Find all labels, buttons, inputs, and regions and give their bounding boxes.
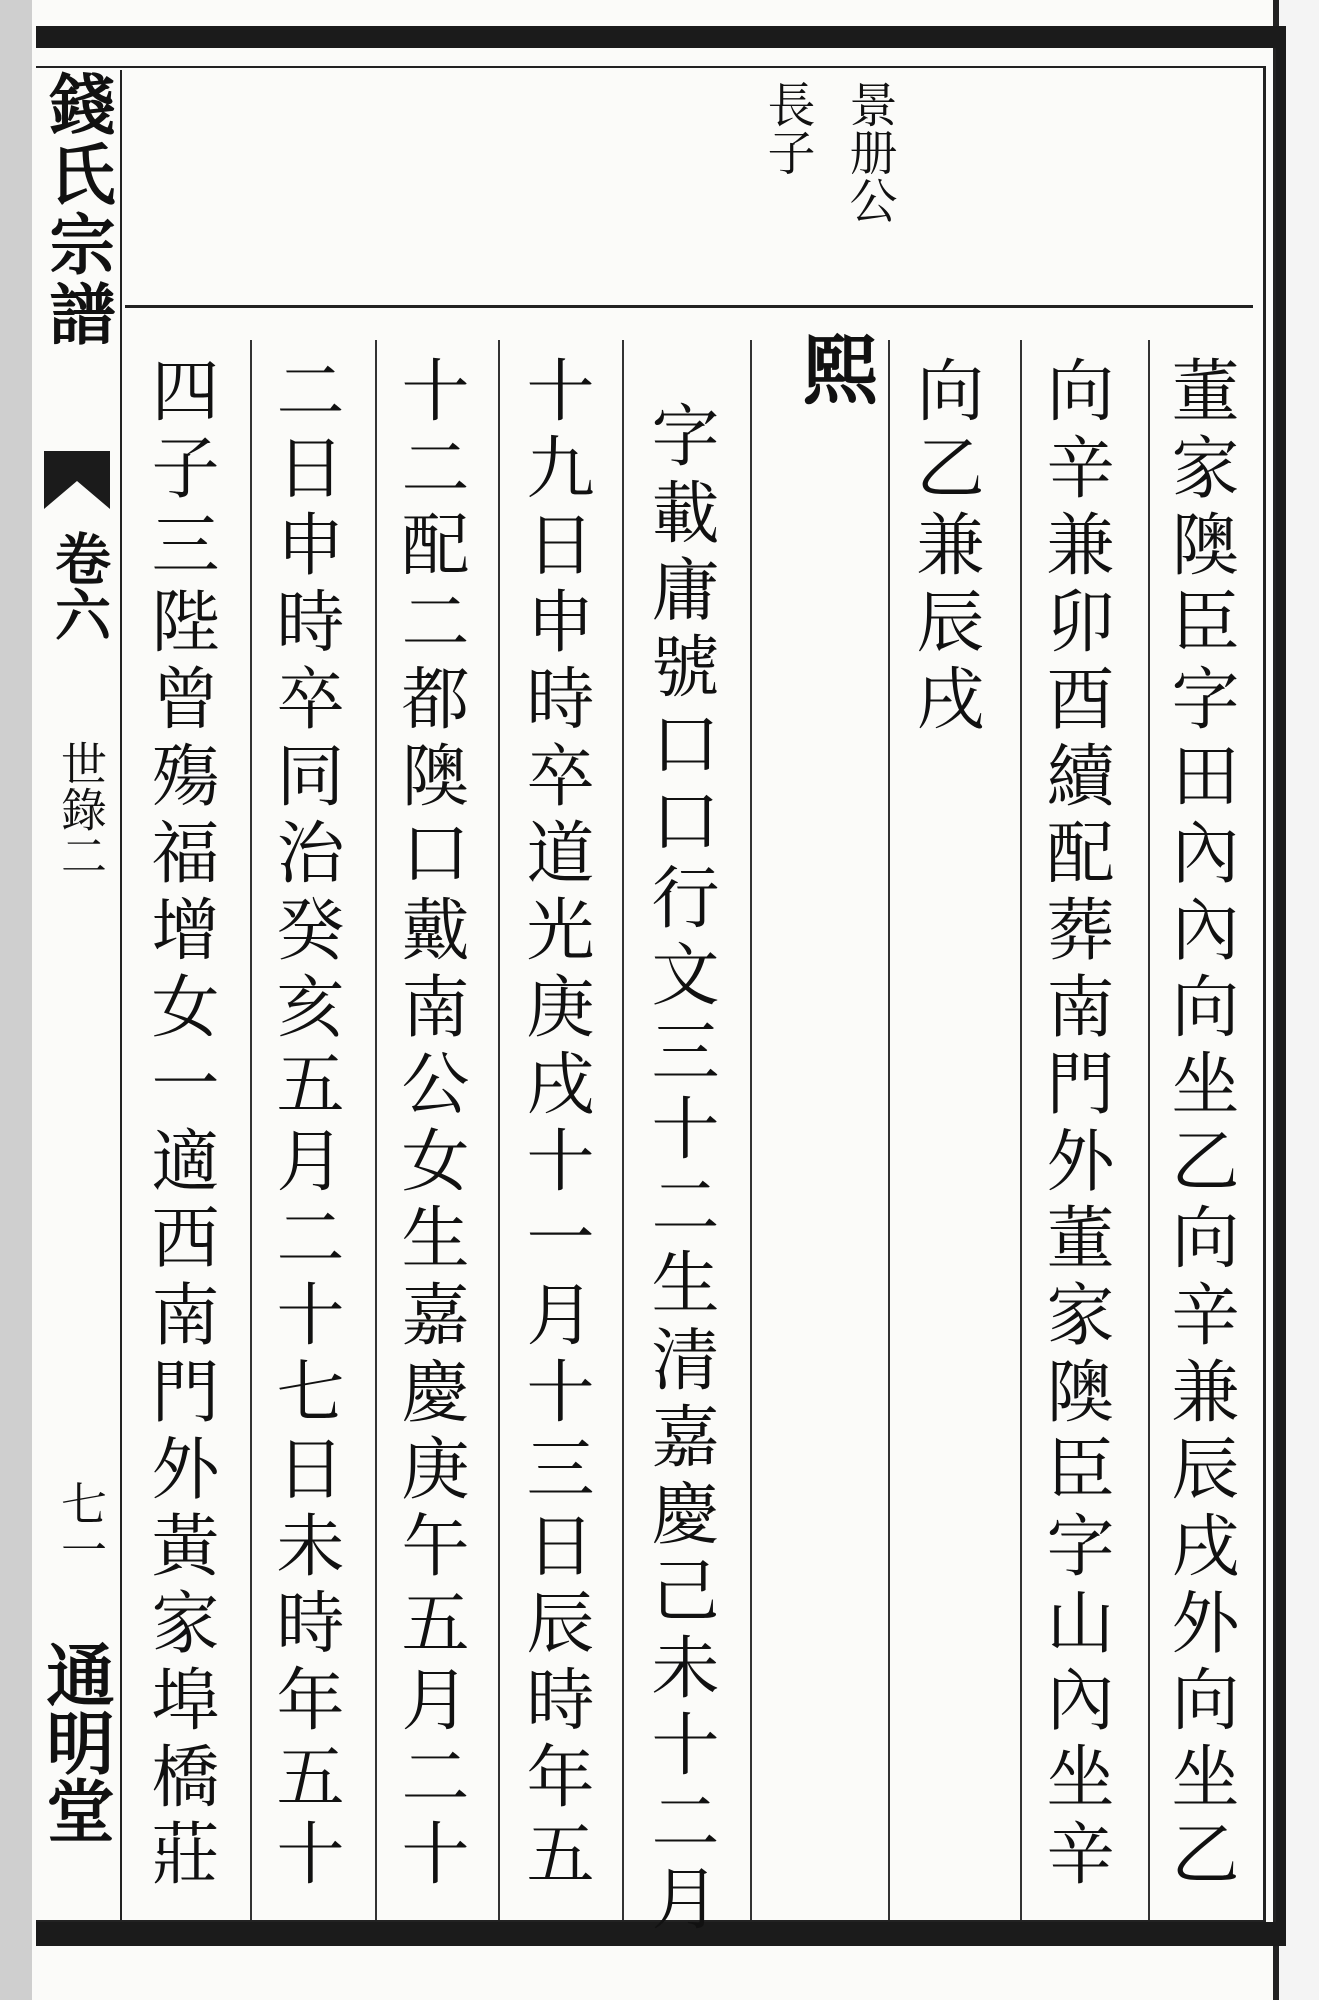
column-rule <box>498 340 500 1920</box>
column-rule <box>1148 340 1150 1920</box>
column-rule <box>888 340 890 1920</box>
column-rule <box>622 340 624 1920</box>
column-rule <box>1020 340 1022 1920</box>
column-rule <box>750 340 752 1920</box>
fish-tail-mark <box>40 445 114 515</box>
text-column-7: 二日申時卒同治癸亥五月二十七日未時年五十 <box>265 355 344 1895</box>
page-number: 七一 <box>54 1480 108 1572</box>
hall-name: 通明堂 <box>35 1640 115 1844</box>
scan-edge-left <box>0 0 32 2000</box>
generation-character: 熙 <box>790 330 879 406</box>
column-rule <box>375 340 377 1920</box>
top-register-name: 景册公 <box>841 80 897 224</box>
book-title: 錢氏宗譜 <box>38 70 116 350</box>
section-label: 世錄二 <box>54 740 108 878</box>
text-column-6: 十二配二都隩口戴南公女生嘉慶庚午五月二十 <box>390 355 469 1895</box>
text-column-5: 十九日申時卒道光庚戌十一月十三日辰時年五 <box>515 355 594 1895</box>
register-divider <box>125 305 1253 308</box>
text-column-1: 董家隩臣字田內內向坐乙向辛兼辰戌外向坐乙 <box>1160 355 1239 1895</box>
text-column-3: 向乙兼辰戌 <box>905 355 984 740</box>
text-column-2: 向辛兼卯酉續配葬南門外董家隩臣字山內坐辛 <box>1035 355 1114 1895</box>
volume-number: 卷六 <box>46 530 112 642</box>
top-register-relation: 長子 <box>759 80 815 176</box>
text-column-4: 字載庸號口口行文三十二生清嘉慶己未十二月 <box>640 400 719 1940</box>
column-rule <box>250 340 252 1920</box>
text-column-8: 四子三陛曾殤福增女一適西南門外黃家埠橋莊 <box>140 355 219 1895</box>
